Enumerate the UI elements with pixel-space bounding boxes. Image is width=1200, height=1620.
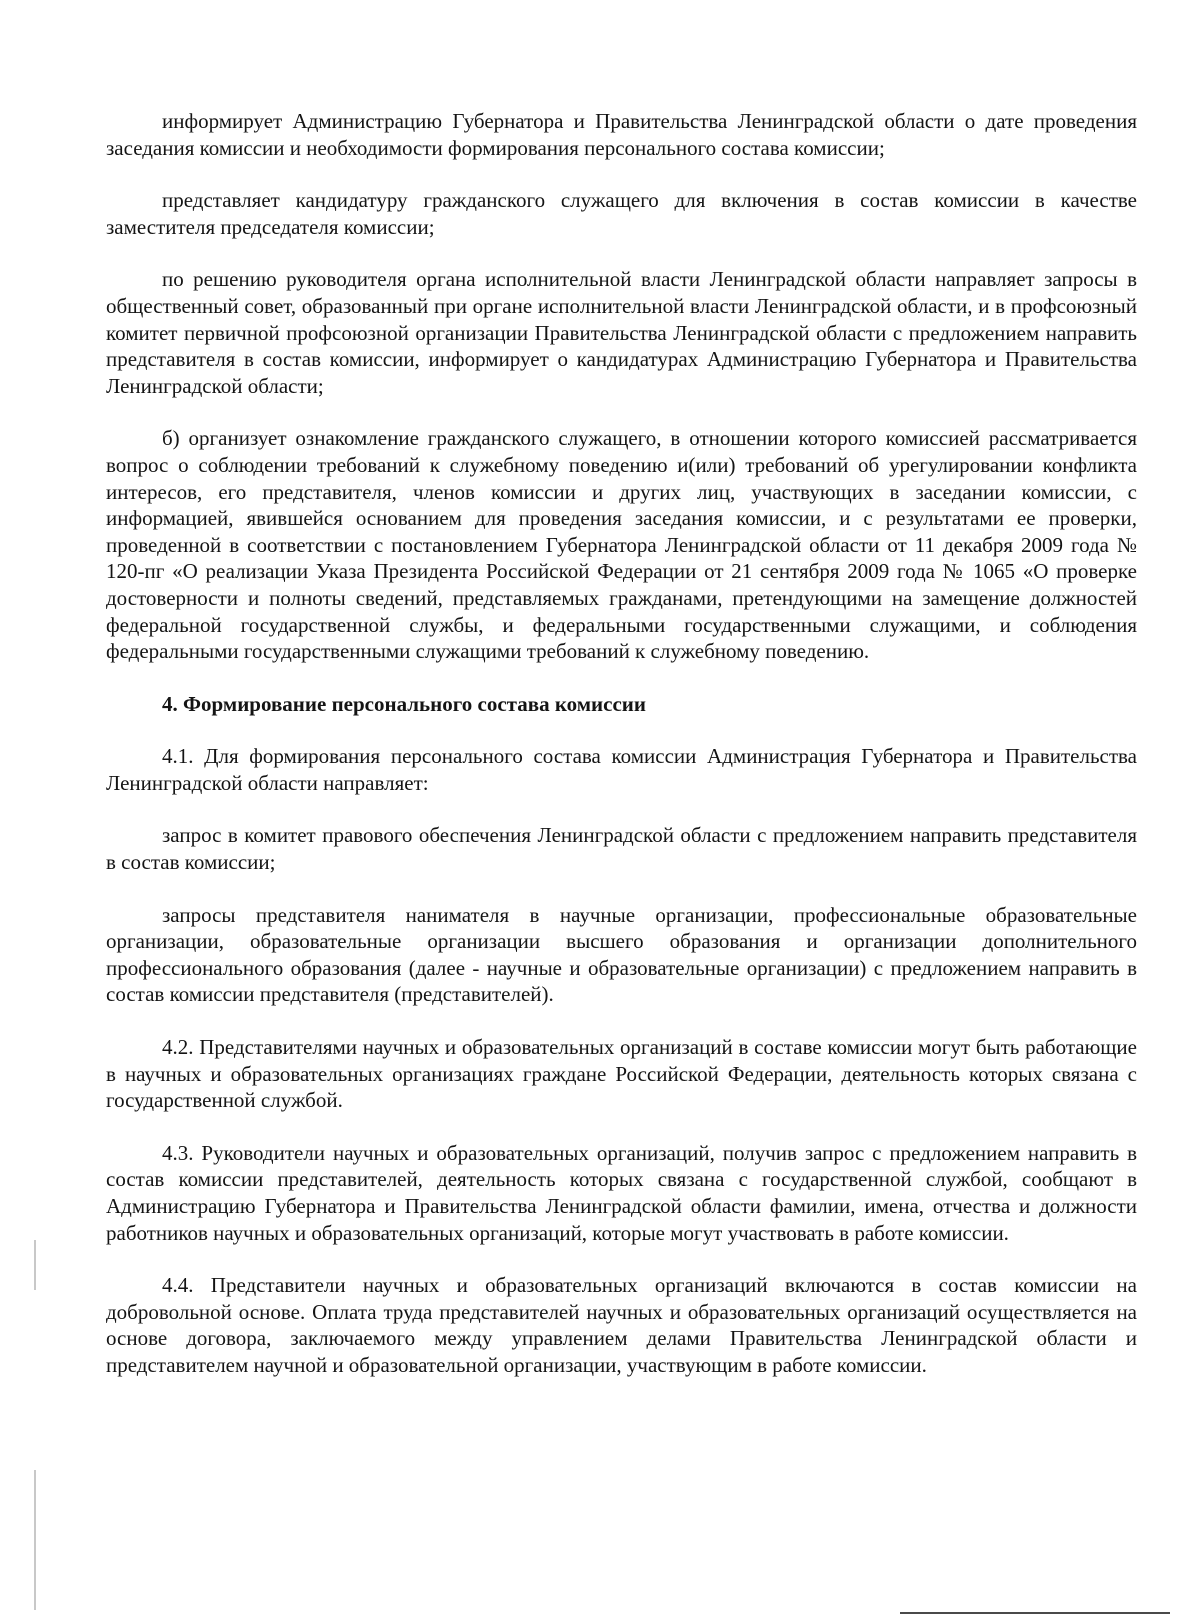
document-page <box>106 108 1137 1405</box>
paragraph: запросы представителя нанимателя в научные организации, профессиональные образовательные организации, образовательные организации высшего образования и организации дополнительного профессионального образования (далее - научные и образовательные организации) с предложением направить в состав комиссии представителя (представителей). <box>106 902 1137 1007</box>
paragraph: 4.1. Для формирования персонального состава комиссии Администрация Губернатора и Правительства Ленинградской области направляет: <box>106 744 1137 795</box>
paragraph: запрос в комитет правового обеспечения Ленинградской области с предложением направить представителя в состав комиссии; <box>106 823 1137 875</box>
paragraph: по решению руководителя органа исполнительной власти Ленинградской области направляет запросы в общественный совет, образованный при органе исполнительной власти Ленинградской области, и в профсоюзный комитет первичной профсоюзной организации Правительства Ленинградской области с предложением направить представителя в состав комиссии, информирует о кандидатурах Администрацию Губернатора и Правительства Ленинградской области; <box>106 267 1137 398</box>
paragraph: 4.4. Представители научных и образовательных организаций включаются в состав комиссии на добровольной основе. Оплата труда представителей научных и образовательных организаций осуществляется на основе договора, заключаемого между управлением делами Правительства Ленинградской области и представителем научной и образовательной организации, участвующим в работе комиссии. <box>106 1273 1137 1377</box>
paragraph: представляет кандидатуру гражданского служащего для включения в состав комиссии в качестве заместителя председателя комиссии; <box>106 188 1137 239</box>
paragraph: 4.2. Представителями научных и образовательных организаций в составе комиссии могут быть работающие в научных и образовательных организациях граждане Российской Федерации, деятельность которых связана с государственной службой. <box>106 1035 1137 1113</box>
paragraph: б) организует ознакомление гражданского служащего, в отношении которого комиссией рассматривается вопрос о соблюдении требований к служебному поведению и(или) требований об урегулировании конфликта интересов, его представителя, членов комиссии и других лиц, участвующих в заседании комиссии, с информацией, явившейся основанием для проведения заседания комиссии, и с результатами ее проверки, проведенной в соответствии с постановлением Губернатора Ленинградской области от 11 декабря 2009 года № 120-пг «О реализации Указа Президента Российской Федерации от 21 сентября 2009 года № 1065 «О проверке достоверности и полноты сведений, представляемых гражданами, претендующими на замещение должностей федеральной государственной службы, и федеральными государственными служащими, и соблюдения федеральными государственными служащими требований к служебному поведению. <box>106 426 1137 664</box>
paragraph: информирует Администрацию Губернатора и Правительства Ленинградской области о дате проведения заседания комиссии и необходимости формирования персонального состава комиссии; <box>106 109 1137 160</box>
scan-bottom-line <box>900 1612 1170 1614</box>
paragraph: 4.3. Руководители научных и образовательных организаций, получив запрос с предложением направить в состав комиссии представителей, деятельность которых связана с государственной службой, сообщают в Администрацию Губернатора и Правительства Ленинградской области фамилии, имена, отчества и должности работников научных и образовательных организаций, которые могут участвовать в работе комиссии. <box>106 1140 1137 1245</box>
scan-edge-line <box>34 1470 36 1610</box>
scan-edge-line <box>34 1240 36 1290</box>
section-heading: 4. Формирование персонального состава комиссии <box>162 691 646 716</box>
